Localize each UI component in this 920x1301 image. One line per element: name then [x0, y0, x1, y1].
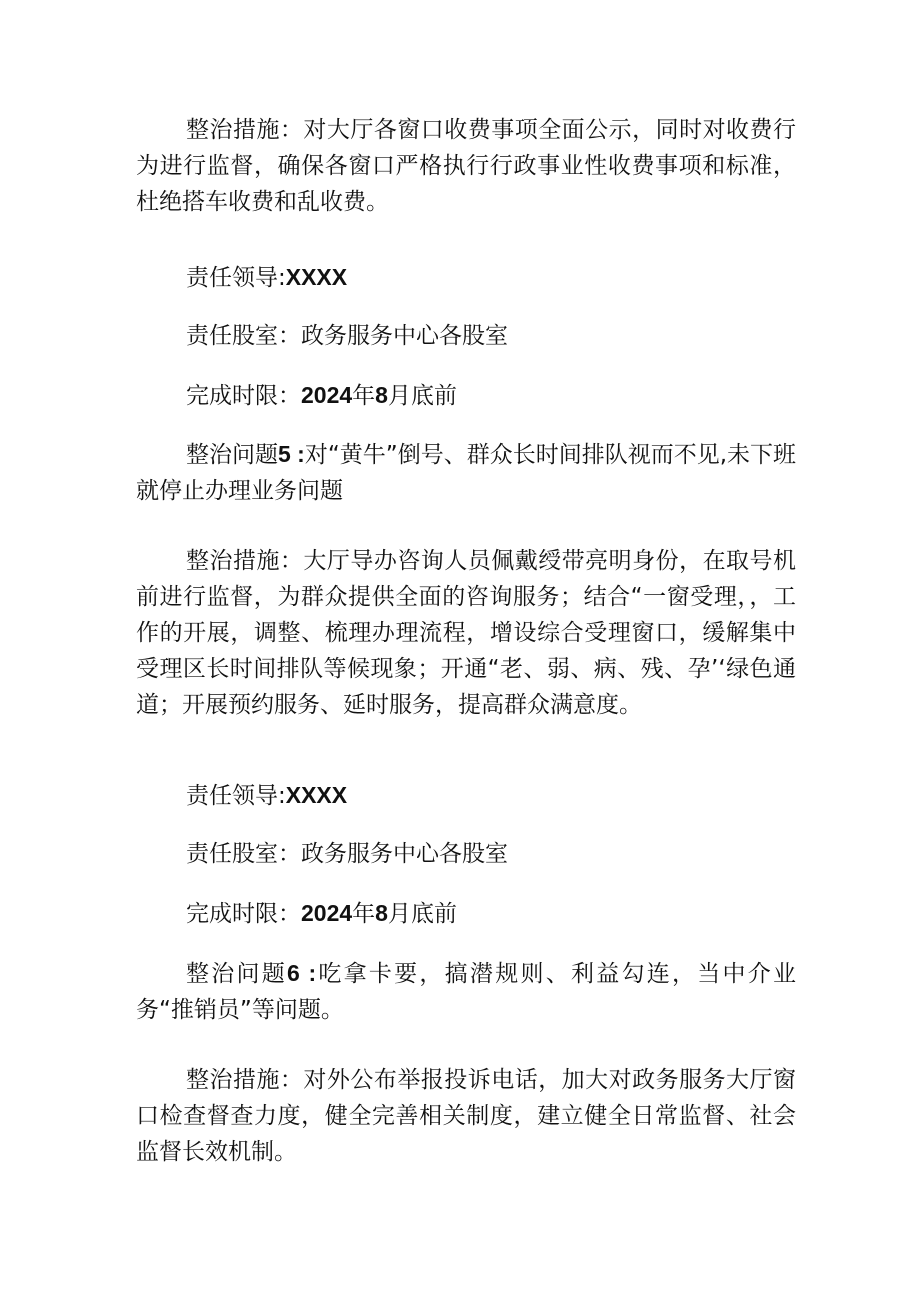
office-label: 责任股室：: [186, 841, 301, 867]
deadline-month: 8: [375, 900, 388, 926]
issue-number: 6: [287, 960, 300, 986]
measure-paragraph-2: [136, 543, 796, 723]
measure-text: 对外公布举报投诉电话，加大对政务服务大厅窗口检查督查力度，健全完善相关制度，建立健全日常监督、社会监督长效机制。: [136, 1067, 797, 1165]
deadline-suffix: 月底前: [387, 383, 457, 409]
issue-separator: :: [290, 441, 305, 467]
office-value: 政务服务中心各股室: [301, 323, 508, 349]
issue-text: 对“黄牛”倒号、群众长时间排队视而不见,未下班就停止办理业务问题: [136, 442, 797, 504]
issue-number: 5: [278, 441, 291, 467]
responsible-office-line-2: [186, 836, 508, 872]
deadline-year: 2024: [301, 382, 353, 408]
office-value: 政务服务中心各股室: [301, 841, 508, 867]
deadline-line-2: [186, 895, 457, 932]
responsible-office-line-1: [186, 318, 508, 354]
office-label: 责任股室：: [186, 323, 301, 349]
measure-label: 整治措施：: [186, 117, 304, 143]
deadline-line-1: [186, 377, 457, 414]
measure-paragraph-3: [136, 1062, 796, 1170]
deadline-year: 2024: [301, 900, 353, 926]
deadline-suffix: 月底前: [387, 901, 457, 927]
deadline-year-unit: 年: [352, 901, 376, 927]
measure-label: 整治措施：: [186, 548, 304, 574]
issue-paragraph-5: [136, 436, 796, 509]
responsible-leader-line-2: [186, 777, 347, 814]
leader-label: 责任领导:: [186, 265, 286, 291]
issue-separator: :: [299, 960, 317, 986]
leader-label: 责任领导:: [186, 783, 286, 809]
measure-text: 大厅导办咨询人员佩戴绶带亮明身份，在取号机前进行监督，为群众提供全面的咨询服务；结合“一窗受理，，工作的开展，调整、梳理办理流程，增设综合受理窗口，缓解集中受理区长时间排队等候现象；开通“老、弱、病、残、孕’‘绿色通道；开展预约服务、延时服务，提高群众满意度。: [136, 548, 797, 718]
deadline-label: 完成时限：: [186, 383, 301, 409]
deadline-year-unit: 年: [352, 383, 376, 409]
leader-value: XXXX: [285, 782, 348, 808]
measure-text: 对大厅各窗口收费事项全面公示，同时对收费行为进行监督，确保各窗口严格执行行政事业性收费事项和标准，杜绝搭车收费和乱收费。: [136, 117, 797, 215]
deadline-month: 8: [375, 382, 388, 408]
issue-label: 整治问题: [186, 961, 288, 987]
issue-text: 吃拿卡要，搞潜规则、利益勾连，当中介业务“推销员”等问题。: [136, 961, 797, 1023]
measure-label: 整治措施：: [186, 1067, 304, 1093]
leader-value: XXXX: [285, 264, 348, 290]
issue-paragraph-6: [136, 955, 796, 1028]
responsible-leader-line-1: [186, 259, 347, 296]
deadline-label: 完成时限：: [186, 901, 301, 927]
issue-label: 整治问题: [186, 442, 278, 468]
measure-paragraph-1: [136, 112, 796, 220]
